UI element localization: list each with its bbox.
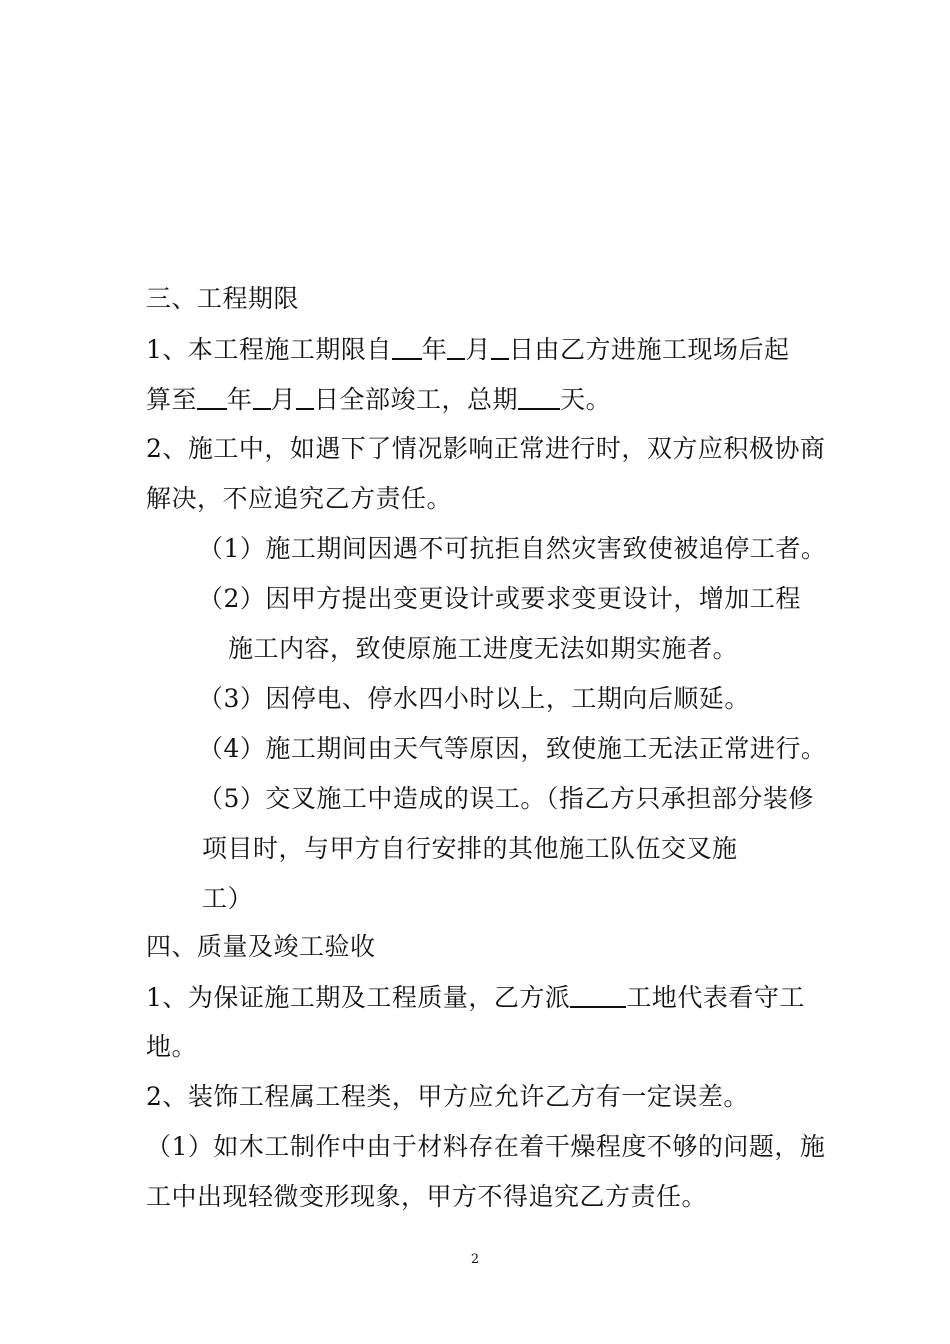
text-segment: 算至 [146, 385, 198, 414]
sub-item-5-line2: 项目时，与甲方自行安排的其他施工队伍交叉施 [202, 834, 738, 863]
text-segment: 月 [465, 335, 491, 364]
text-segment: 工地代表看守工 [626, 983, 805, 1012]
blank-total-days [518, 386, 560, 410]
blank-year [197, 386, 227, 410]
text-segment: 年 [227, 385, 253, 414]
paragraph-quality-1-line1 [146, 984, 805, 1010]
sub-item-2-line1: （2）因甲方提出变更设计或要求变更设计，增加工程 [198, 584, 801, 613]
paragraph-term-2-line2: 解决，不应追究乙方责任。 [146, 484, 453, 513]
text-segment: 年 [421, 335, 448, 364]
paragraph-term-2-line1: 2、施工中，如遇下了情况影响正常进行时，双方应积极协商 [146, 434, 826, 463]
sub-item-4: （4）施工期间由天气等原因，致使施工无法正常进行。 [198, 734, 827, 763]
blank-month [253, 386, 271, 410]
text-segment: 天。 [560, 385, 612, 414]
text-segment: 日全部竣工，总期 [314, 385, 519, 414]
section-heading-quality: 四、质量及竣工验收 [146, 932, 376, 961]
section-heading-term: 三、工程期限 [146, 284, 300, 313]
sub-item-5-line3: 工） [202, 884, 254, 913]
paragraph-term-1-line2 [146, 386, 611, 412]
paragraph-quality-1-line2: 地。 [146, 1032, 198, 1061]
paragraph-quality-2: 2、装饰工程属工程类，甲方应允许乙方有一定误差。 [146, 1082, 749, 1111]
blank-representative-count [570, 984, 626, 1008]
text-segment: 日由乙方进施工现场后起 [508, 335, 790, 364]
quality-sub-item-1-line1: （1）如木工制作中由于材料存在着干燥程度不够的问题，施 [146, 1132, 826, 1161]
page-number: 2 [470, 1252, 480, 1267]
sub-item-1: （1）施工期间因遇不可抗拒自然灾害致使被追停工者。 [198, 534, 827, 563]
blank-year [392, 336, 422, 360]
blank-month [447, 336, 465, 360]
text-segment: 月 [270, 385, 297, 414]
sub-item-3: （3）因停电、停水四小时以上，工期向后顺延。 [198, 684, 750, 713]
quality-sub-item-1-line2: 工中出现轻微变形现象，甲方不得追究乙方责任。 [146, 1182, 708, 1211]
paragraph-term-1-line1 [146, 336, 789, 362]
text-segment: 1、本工程施工期限自 [146, 335, 392, 364]
text-segment: 1、为保证施工期及工程质量，乙方派 [146, 983, 571, 1012]
sub-item-5-line1: （5）交叉施工中造成的误工。（指乙方只承担部分装修 [198, 784, 814, 813]
blank-day [296, 386, 314, 410]
sub-item-2-line2: 施工内容，致使原施工进度无法如期实施者。 [228, 634, 739, 663]
blank-day [491, 336, 509, 360]
